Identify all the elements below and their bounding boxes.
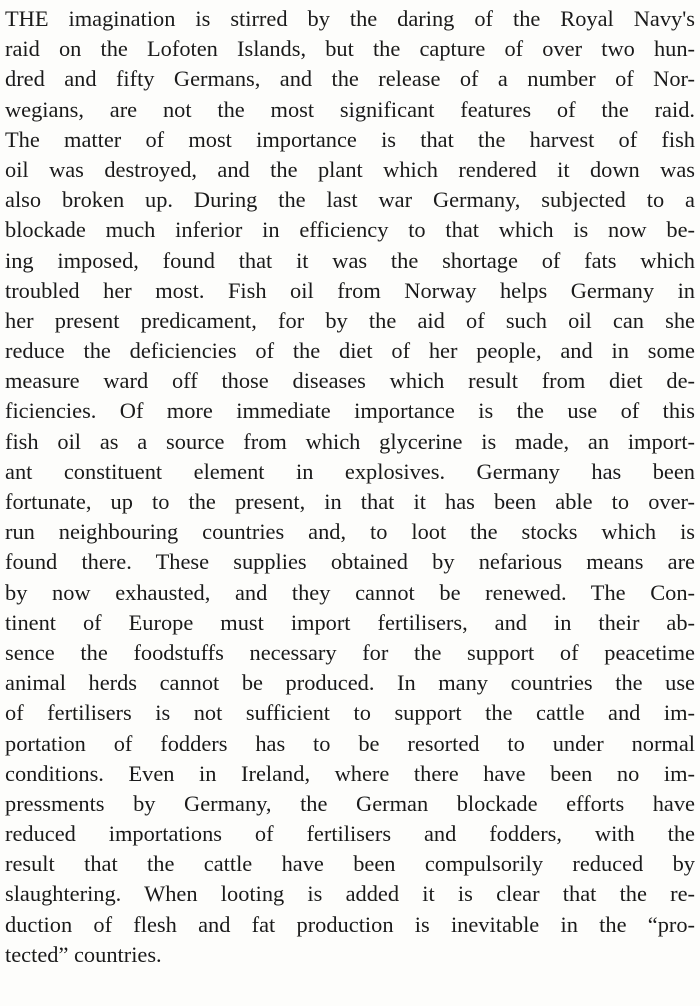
text-line-19: found there. These supplies obtained by nefarious means are (5, 549, 695, 575)
text-line-13: measure ward off those diseases which result from diet de- (5, 368, 695, 394)
text-line-5: The matter of most importance is that the harvest of fish (5, 126, 695, 152)
text-line-27: pressments by Germany, the German blockade efforts have (5, 790, 695, 816)
text-line-20: by now exhausted, and they cannot be renewed. The Con- (5, 579, 695, 605)
text-line-4: wegians, are not the most significant features of the raid. (5, 96, 695, 122)
text-line-14: ficiencies. Of more immediate importance is the use of this (5, 398, 695, 424)
text-line-8: blockade much inferior in efficiency to that which is now be- (5, 217, 695, 243)
text-line-29: result that the cattle have been compulsorily reduced by (5, 851, 695, 877)
text-line-16: ant constituent element in explosives. Germany has been (5, 458, 695, 484)
text-line-1: THE imagination is stirred by the daring of the Royal Navy's (5, 6, 695, 31)
text-line-15: fish oil as a source from which glycerine is made, an import- (5, 428, 695, 454)
text-line-17: fortunate, up to the present, in that it has been able to over- (5, 489, 695, 514)
text-line-32: tected” countries. (5, 941, 162, 967)
text-line-11: her present predicament, for by the aid of such oil can she (5, 307, 695, 333)
text-line-6: oil was destroyed, and the plant which rendered it down was (5, 156, 695, 182)
text-line-21: tinent of Europe must import fertilisers, and in their ab- (5, 609, 695, 635)
text-line-10: troubled her most. Fish oil from Norway helps Germany in (5, 277, 695, 303)
text-line-26: conditions. Even in Ireland, where there have been no im- (5, 760, 695, 786)
text-line-22: sence the foodstuffs necessary for the support of peacetime (5, 639, 695, 665)
text-line-31: duction of flesh and fat production is inevitable in the “pro- (5, 911, 695, 937)
text-line-30: slaughtering. When looting is added it is clear that the re- (5, 881, 695, 907)
text-line-25: portation of fodders has to be resorted to under normal (5, 730, 695, 756)
text-line-7: also broken up. During the last war Germany, subjected to a (5, 187, 695, 213)
text-line-9: ing imposed, found that it was the shortage of fats which (5, 247, 695, 273)
text-line-3: dred and fifty Germans, and the release of a number of Nor- (5, 66, 695, 92)
text-line-18: run neighbouring countries and, to loot the stocks which is (5, 519, 695, 545)
text-line-23: animal herds cannot be produced. In many countries the use (5, 670, 695, 696)
text-line-28: reduced importations of fertilisers and fodders, with the (5, 821, 695, 847)
text-line-12: reduce the deficiencies of the diet of her people, and in some (5, 338, 695, 364)
text-line-2: raid on the Lofoten Islands, but the capture of over two hun- (5, 36, 695, 62)
text-line-24: of fertilisers is not sufficient to support the cattle and im- (5, 700, 695, 726)
article-body (5, 4, 695, 970)
